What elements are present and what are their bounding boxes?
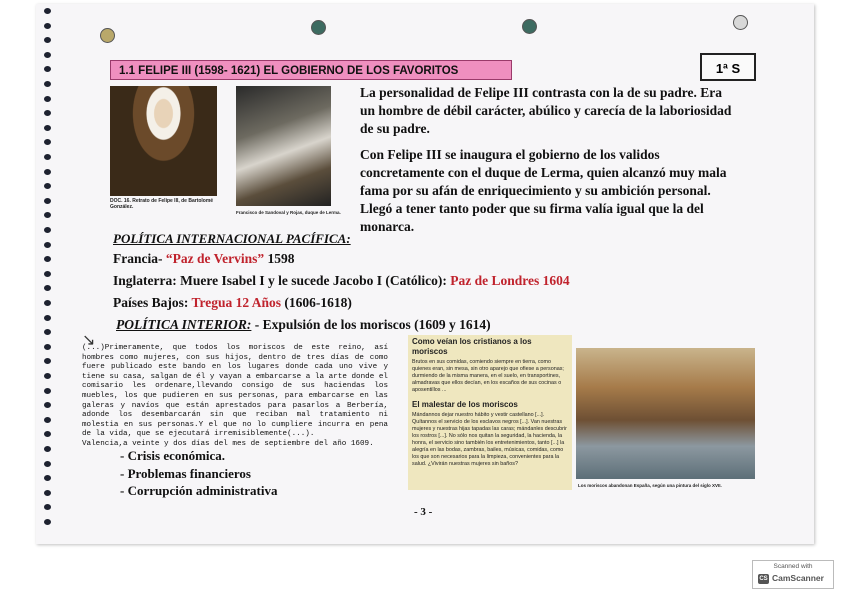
- moriscos-expulsion-painting: [576, 348, 755, 479]
- spiral-ring: [44, 96, 51, 102]
- paises-years: (1606-1618): [281, 295, 352, 310]
- spiral-ring: [44, 461, 51, 467]
- spiral-ring: [44, 198, 51, 204]
- spiral-ring: [44, 300, 51, 306]
- spiral-ring: [44, 475, 51, 481]
- expulsion-decree-quote: [82, 344, 388, 450]
- spiral-ring: [44, 8, 51, 14]
- spiral-ring: [44, 388, 51, 394]
- section-badge: 1ª S: [700, 53, 756, 81]
- francia-year: 1598: [264, 251, 295, 266]
- spiral-ring: [44, 227, 51, 233]
- watermark-line1: Scanned with: [773, 563, 813, 570]
- spiral-ring: [44, 212, 51, 218]
- interior-heading: POLÍTICA INTERIOR:: [116, 317, 252, 332]
- quote-body: (...)Primeramente, que todos los moriscos de este reino, así hombres como mujeres, con sus hijos, dentro de tres días de como fuere publicado este bando en los lugares donde cada uno vive y tiene su casa, salgan de él y vayan a embarcarse a la arte donde el comisario les ordenare,llevando consigo de sus haciendas los muebles, los que pudieren en sus personas, para embarcarse en las galeras y navíos que están aprestados para pasarlos a Berbería, adonde los desembarcarán sin que reciban mal tratamiento ni molestia en sus personas.Y el que no lo cumpliere incurra en pena de la vida, que se ejecutará irremisiblemente(...).: [82, 344, 388, 439]
- francia-line: [113, 250, 295, 268]
- francia-label: Francia-: [113, 251, 166, 266]
- spiral-ring: [44, 23, 51, 29]
- spiral-ring: [44, 329, 51, 335]
- spiral-ring: [44, 154, 51, 160]
- quote-date: Valencia,a veinte y dos días del mes de septiembre del año 1609.: [82, 439, 374, 448]
- spiral-ring: [44, 271, 51, 277]
- box-heading-1: Como veían los cristianos a los moriscos: [412, 337, 532, 356]
- page-number: - 3 -: [414, 506, 433, 518]
- spiral-ring: [44, 81, 51, 87]
- portrait1-caption: DOC. 16. Retrato de Felipe III, de Bartolomé González.: [110, 198, 214, 210]
- spiral-ring: [44, 431, 51, 437]
- spiral-ring: [44, 66, 51, 72]
- paises-treaty: Tregua 12 Años: [191, 295, 282, 310]
- spiral-ring: [44, 52, 51, 58]
- spiral-ring: [44, 183, 51, 189]
- box-heading-2: El malestar de los moriscos: [412, 400, 518, 409]
- spiral-binding: [44, 8, 54, 538]
- duque-lerma-portrait: [236, 86, 331, 206]
- consequences-list: [120, 447, 277, 500]
- arrow-icon: ↘: [82, 332, 96, 349]
- felipe-iii-portrait: [110, 86, 217, 196]
- punch-hole-1: [100, 28, 115, 43]
- spiral-ring: [44, 344, 51, 350]
- spiral-ring: [44, 256, 51, 262]
- spiral-ring: [44, 139, 51, 145]
- spiral-ring: [44, 490, 51, 496]
- spiral-ring: [44, 358, 51, 364]
- camscanner-watermark: [752, 560, 834, 589]
- inglaterra-label: Inglaterra: Muere Isabel I y le sucede Jacobo I (Católico):: [113, 273, 451, 288]
- camscanner-logo-icon: CS: [759, 576, 768, 582]
- watermark-line2: CamScanner: [772, 573, 824, 583]
- punch-hole-2: [311, 20, 326, 35]
- spiral-ring: [44, 402, 51, 408]
- francia-treaty: “Paz de Vervins”: [165, 251, 265, 266]
- paises-label: Países Bajos:: [113, 295, 192, 310]
- spiral-ring: [44, 504, 51, 510]
- painting-caption: Los moriscos abandonan España, según una pintura del siglo XVII.: [578, 483, 722, 488]
- consequence-item: - Corrupción administrativa: [120, 483, 278, 498]
- paises-bajos-line: [113, 294, 352, 312]
- spiral-ring: [44, 110, 51, 116]
- inglaterra-line: [113, 272, 570, 290]
- spiral-ring: [44, 315, 51, 321]
- spiral-ring: [44, 169, 51, 175]
- section-title: 1.1 FELIPE III (1598- 1621) EL GOBIERNO DE LOS FAVORITOS: [110, 60, 512, 80]
- spiral-ring: [44, 373, 51, 379]
- spiral-ring: [44, 242, 51, 248]
- spiral-ring: [44, 37, 51, 43]
- portrait2-caption: Francisco de Sandoval y Rojas, duque de Lerma.: [236, 210, 341, 215]
- spiral-ring: [44, 285, 51, 291]
- international-heading: POLÍTICA INTERNACIONAL PACÍFICA:: [113, 231, 351, 246]
- consequence-item: - Problemas financieros: [120, 465, 251, 481]
- punch-hole-4: [733, 15, 748, 30]
- consequence-item: - Crisis económica.: [120, 448, 226, 463]
- spiral-ring: [44, 417, 51, 423]
- punch-hole-3: [522, 19, 537, 34]
- spiral-ring: [44, 519, 51, 525]
- box-text-1: Brutos en sus comidas, comiendo siempre en tierra, como quienes eran, sin mesa, sin otro aparejo que ofiese a personas; durmiendo de la misma manera, en el suelo, en transportines, almadravas que ellos decían, en los escaños de sus cocinas o aposentillos ...: [412, 359, 564, 393]
- intro-paragraph-1: La personalidad de Felipe III contrasta con la de su padre. Era un hombre de débil carácter, abúlico y carecía de la laboriosidad de su padre.: [360, 85, 732, 136]
- box-text-2: Mándannos dejar nuestro hábito y vestir castellano [...]. Quítannos el servicio de los esclavos negros [...]. Van nuestras mujeres y nuestras hijas tapadas las caras; mándanles descubrir los rostros [...]. No sólo nos quitan la seguridad, la hacienda, la honra, el servicio sino también los entretenimientos, tanto [...] la alegría en las bodas, zambras, bailes, músicas, comidas, como los que son necesarios para la limpieza, convenientes para la salud. ¿Vivirán nuestras mujeres sin baños?: [412, 412, 567, 467]
- interior-line: [116, 316, 491, 334]
- inglaterra-treaty: Paz de Londres 1604: [450, 273, 570, 288]
- moriscos-info-box: [408, 335, 572, 490]
- spiral-ring: [44, 125, 51, 131]
- spiral-ring: [44, 446, 51, 452]
- intro-paragraph-2: Con Felipe III se inaugura el gobierno de los validos concretamente con el duque de Lerma, quien alcanzó muy mala fama por su afán de enriquecimiento y su ambición personal. Llegó a tener tanto poder que su firma valía igual que la del monarca.: [360, 147, 727, 234]
- interior-text: - Expulsión de los moriscos (1609 y 1614): [251, 317, 491, 332]
